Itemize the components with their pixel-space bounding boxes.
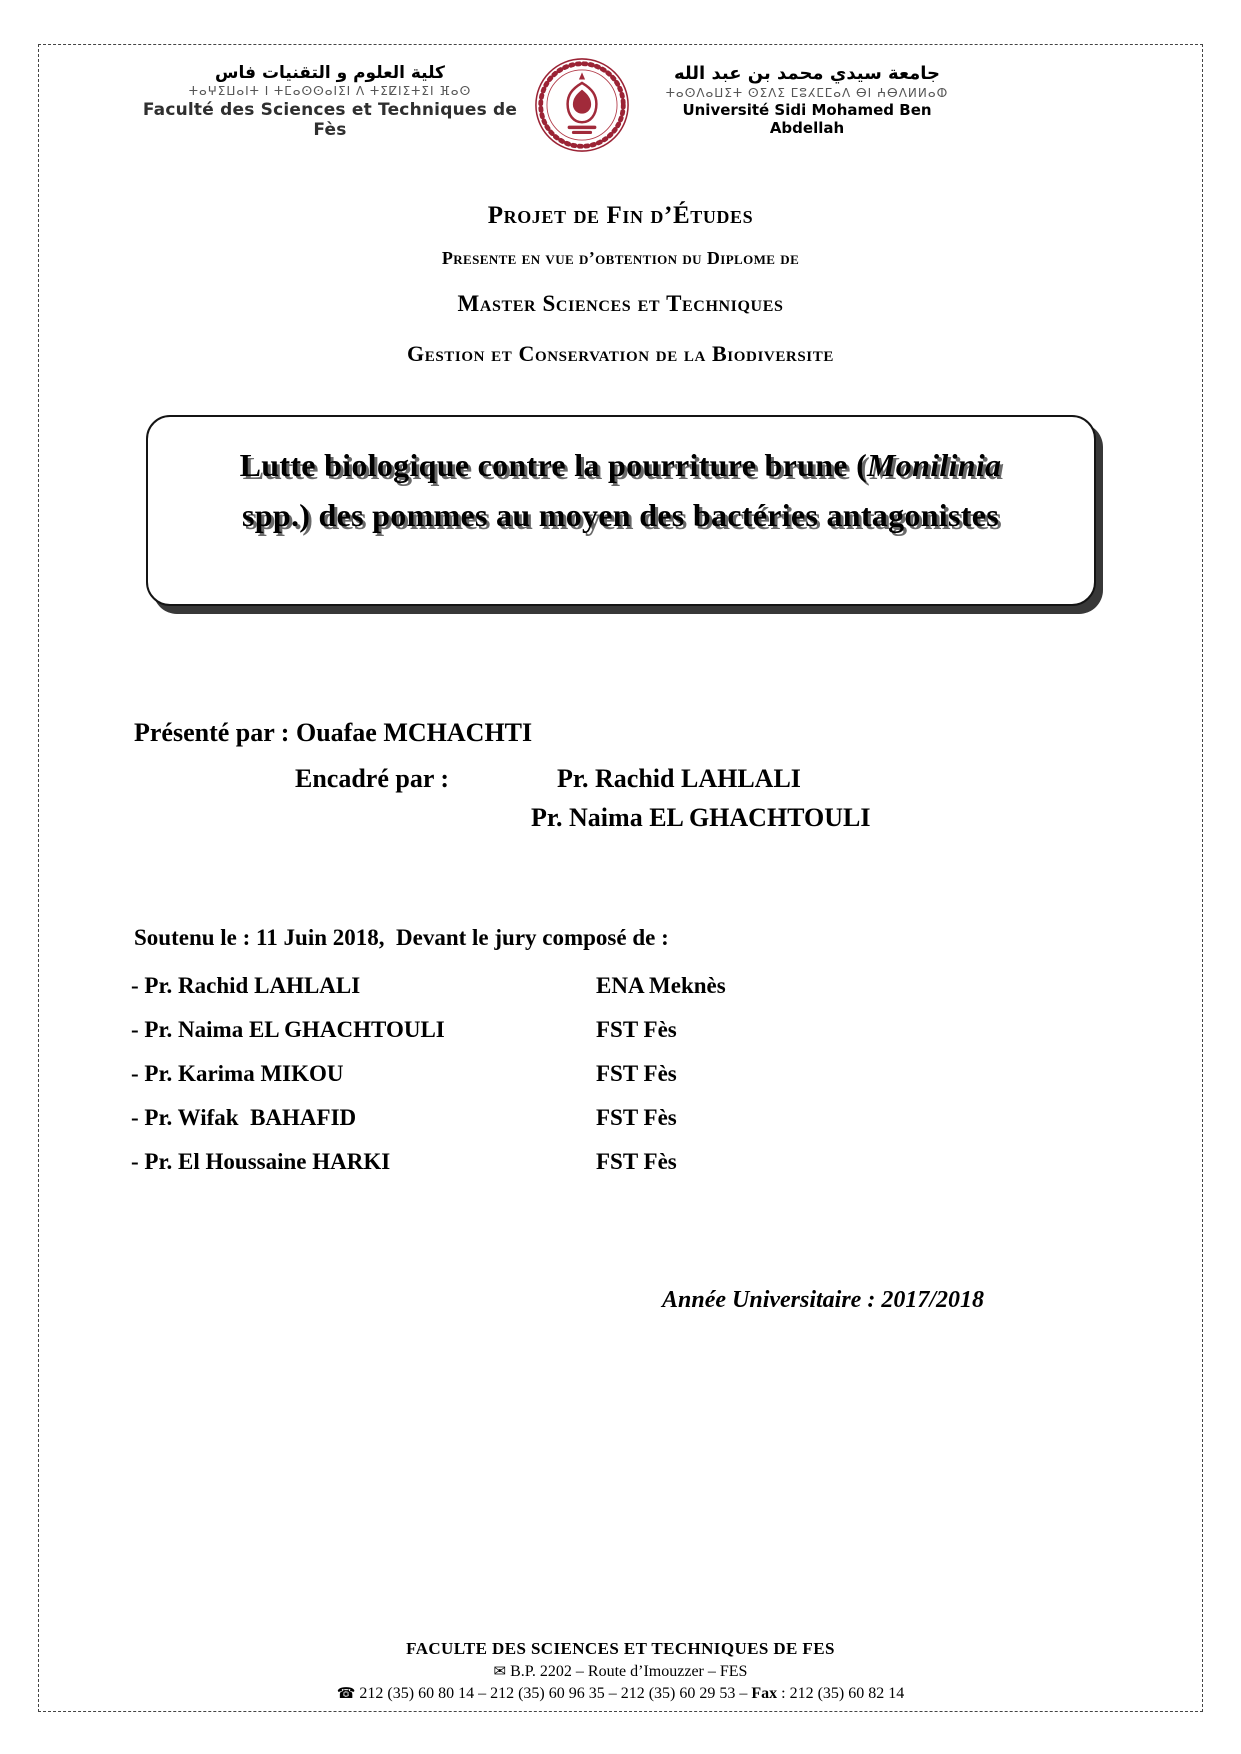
faculty-header-block — [134, 63, 526, 140]
presented-by-label: Présenté par : — [134, 718, 290, 748]
jury-list — [39, 973, 1202, 1175]
jury-member-name: - Pr. Karima MIKOU — [131, 1061, 344, 1087]
thesis-title — [166, 441, 1076, 540]
university-seal-icon — [534, 57, 630, 153]
footer-phones: 212 (35) 60 80 14 – 212 (35) 60 96 35 – 212 (35) 60 29 53 – — [359, 1685, 752, 1702]
jury-row — [131, 973, 1202, 999]
university-name-arabic: جامعة سيدي محمد بن عبد الله — [673, 63, 940, 84]
page-footer — [39, 1639, 1202, 1703]
university-name-tifinagh: ⵜⴰⵙⴷⴰⵡⵉⵜ ⵙⵉⴷⵉ ⵎⵓⵃⵎⵎⴰⴷ ⴱⵏ ⵄⴱⴷⵍⵍⴰⵀ — [665, 85, 949, 100]
jury-member-name: - Pr. El Houssaine HARKI — [131, 1149, 391, 1175]
presented-by-line — [39, 718, 1202, 748]
jury-member-affiliation: FST Fès — [596, 1149, 677, 1175]
thesis-title-italic: Monilinia — [867, 447, 1002, 483]
jury-row — [131, 1061, 1202, 1087]
supervisor-1: Pr. Rachid LAHLALI — [557, 764, 801, 794]
supervised-by-line — [39, 764, 1202, 794]
mail-icon: ✉ — [493, 1664, 507, 1680]
thesis-title-line1-text: Lutte biologique contre la pourriture brune ( — [239, 447, 868, 483]
footer-address: B.P. 2202 – Route d’Imouzzer – FES — [510, 1663, 748, 1680]
fax-number: : 212 (35) 60 82 14 — [777, 1685, 905, 1702]
program-heading: Gestion et Conservation de la Biodiversite — [407, 341, 834, 366]
degree-heading: Master Sciences et Techniques — [457, 291, 784, 316]
document-type-heading: Projet de Fin d’Études — [487, 202, 754, 229]
faculty-name-french: Faculté des Sciences et Techniques de Fès — [142, 99, 518, 140]
fax-label: Fax — [751, 1685, 778, 1702]
diploma-purpose-line: Presente en vue d’obtention du Diplome de — [441, 248, 800, 268]
jury-member-name: - Pr. Rachid LAHLALI — [131, 973, 361, 999]
defense-intro: Soutenu le : 11 Juin 2018, Devant le jury composé de : — [134, 925, 669, 951]
academic-year: Année Universitaire : 2017/2018 — [662, 1287, 984, 1314]
footer-address-line — [39, 1662, 1202, 1681]
phone-icon: ☎ — [336, 1686, 356, 1702]
supervisor-2: Pr. Naima EL GHACHTOULI — [531, 803, 871, 833]
thesis-title-line2: spp.) des pommes au moyen des bactéries antagonistes — [242, 496, 999, 533]
jury-member-affiliation: FST Fès — [596, 1105, 677, 1131]
jury-member-name: - Pr. Wifak BAHAFID — [131, 1105, 357, 1131]
supervised-by-label: Encadré par : — [295, 764, 450, 794]
jury-member-affiliation: ENA Meknès — [596, 973, 726, 999]
jury-member-name: - Pr. Naima EL GHACHTOULI — [131, 1017, 445, 1043]
jury-member-affiliation: FST Fès — [596, 1061, 677, 1087]
presented-by-name: Ouafae MCHACHTI — [295, 718, 533, 748]
document-header — [39, 45, 1202, 158]
page-border — [38, 44, 1203, 1712]
university-header-block — [646, 63, 968, 137]
thesis-title-box — [146, 415, 1096, 606]
jury-row — [131, 1149, 1202, 1175]
university-logo — [534, 57, 630, 158]
thesis-title-line1 — [166, 441, 1076, 491]
faculty-name-tifinagh: ⵜⴰⵖⵉⵡⴰⵏⵜ ⵏ ⵜⵎⴰⵙⵙⴰⵏⵉⵏ ⴷ ⵜⵉⵇⵏⵉⵜⵉⵏ ⴼⴰⵙ — [188, 84, 472, 99]
faculty-name-arabic: كلية العلوم و التقنيات فاس — [215, 63, 445, 83]
footer-phone-line — [39, 1684, 1202, 1703]
jury-row — [131, 1105, 1202, 1131]
jury-row — [131, 1017, 1202, 1043]
university-name-french: Université Sidi Mohamed Ben Abdellah — [682, 100, 932, 137]
jury-member-affiliation: FST Fès — [596, 1017, 677, 1043]
footer-faculty-name: FACULTE DES SCIENCES ET TECHNIQUES DE FES — [406, 1639, 835, 1658]
